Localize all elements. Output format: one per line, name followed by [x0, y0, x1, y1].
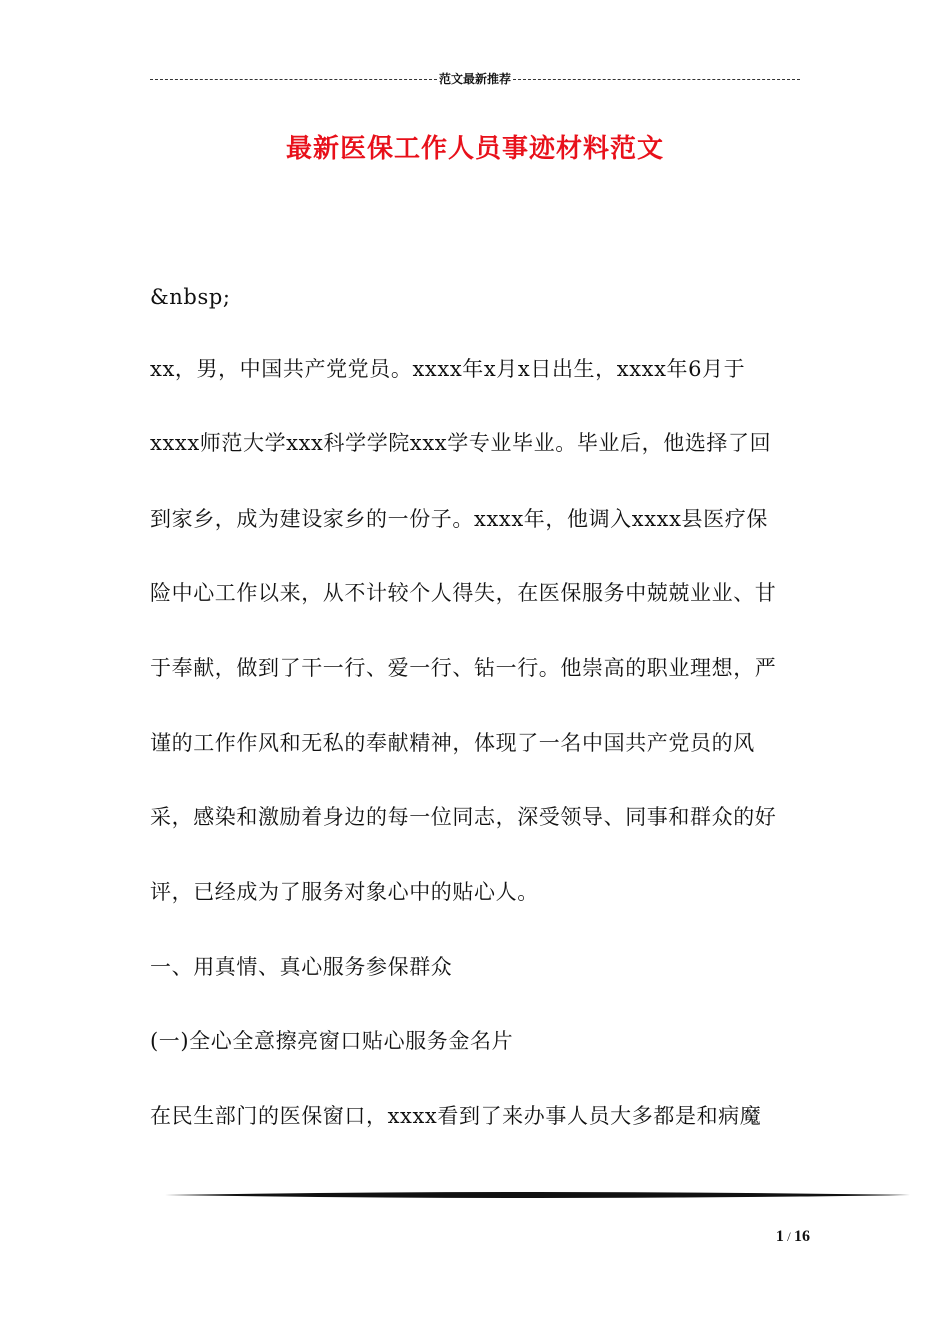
- page-current: 1: [775, 1228, 784, 1245]
- section-heading: 一、用真情、真心服务参保群众: [150, 955, 453, 979]
- body-line: 到家乡，成为建设家乡的一份子。xxxx年，他调入xxxx县医疗保: [150, 507, 768, 531]
- subsection-heading: (一)全心全意擦亮窗口贴心服务金名片: [150, 1029, 514, 1053]
- body-line: 采，感染和激励着身边的每一位同志，深受领导、同事和群众的好: [150, 805, 777, 829]
- body-line: 于奉献，做到了干一行、爱一行、钻一行。他崇高的职业理想，严: [150, 656, 777, 680]
- body-line: xx，男，中国共产党党员。xxxx年x月x日出生，xxxx年6月于: [150, 357, 746, 381]
- header-dash-left: [150, 79, 437, 80]
- footer-rule: [165, 1188, 910, 1202]
- header-dash-right: [513, 79, 800, 80]
- body-line: xxxx师范大学xxx科学学院xxx学专业毕业。毕业后，他选择了回: [150, 431, 772, 455]
- body-line: 险中心工作以来，从不计较个人得失，在医保服务中兢兢业业、甘: [150, 581, 777, 605]
- header-label: 范文最新推荐: [439, 72, 512, 86]
- body-line: 在民生部门的医保窗口，xxxx看到了来办事人员大多都是和病魔: [150, 1104, 762, 1128]
- page-header: [150, 71, 800, 87]
- page-total: 16: [794, 1228, 810, 1245]
- page-number: [740, 1228, 810, 1246]
- page-separator: /: [783, 1229, 794, 1244]
- document-title: 最新医保工作人员事迹材料范文: [285, 134, 664, 164]
- body-line: 评，已经成为了服务对象心中的贴心人。: [150, 880, 539, 904]
- body-line: 谨的工作作风和无私的奉献精神，体现了一名中国共产党员的风: [150, 731, 755, 755]
- body-line: &nbsp;: [150, 285, 231, 309]
